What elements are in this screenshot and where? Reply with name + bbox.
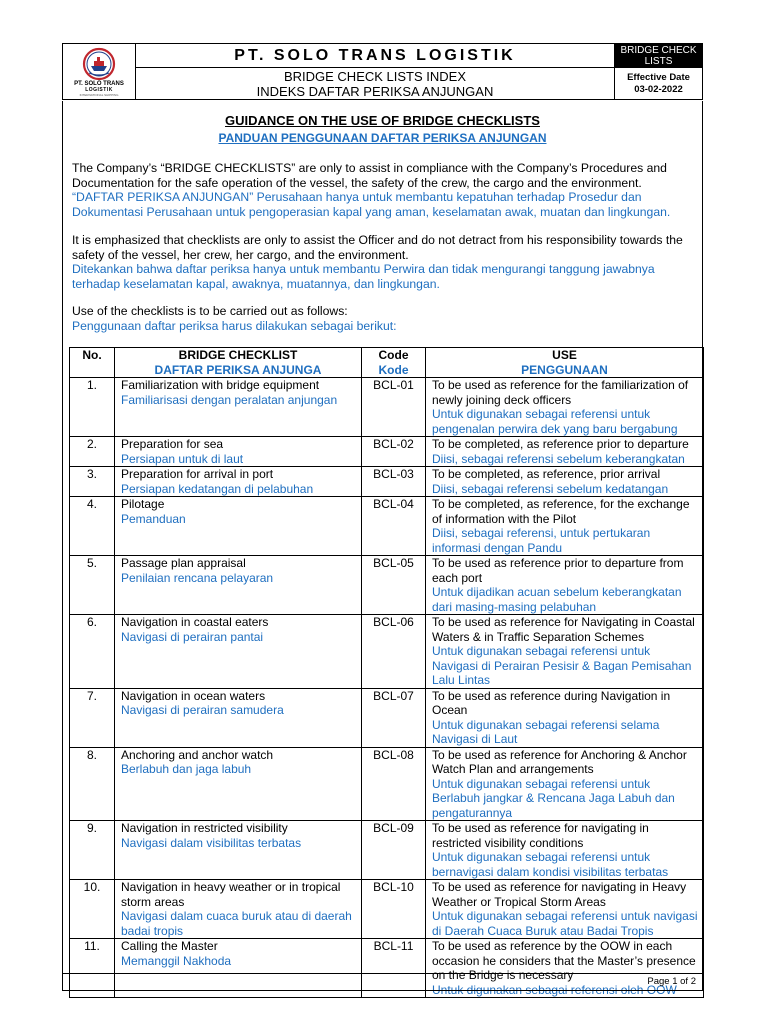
row-use-en: To be used as reference for Navigating in Coastal Waters & in Traffic Separation Schemes [432,615,695,644]
row-use-en: To be used as reference for the familiarization of newly joining deck officers [432,378,689,407]
row-no [70,497,115,556]
row-use-id: Diisi, sebagai referensi sebelum keberangkatan [432,451,685,466]
row-use-en: To be completed, as reference, for the exchange of information with the Pilot [432,497,690,526]
row-code-value: BCL-10 [373,880,414,894]
effective-date-value: 03-02-2022 [634,83,683,95]
row-checklist [115,615,362,689]
header-code-en: Code [378,348,409,362]
row-use [426,821,704,880]
table-row [70,615,704,689]
row-checklist [115,467,362,497]
row-code [362,556,426,615]
row-code-value: BCL-01 [373,378,414,392]
row-use-en: To be used as reference for navigating in Heavy Weather or Tropical Storm Areas [432,880,687,909]
row-checklist-en: Anchoring and anchor watch [121,747,274,762]
paragraph-1-id: “DAFTAR PERIKSA ANJUNGAN” Perusahaan hanya untuk membantu kepatuhan terhadap Prosedur dan Dokumentasi Perusahaan untuk pengoperasian kapal yang aman, keselamatan awak, muatan dan lingkungan. [72,190,671,219]
logo-text-logistik: LOGISTIK [85,86,113,93]
table-row [70,556,704,615]
row-code [362,378,426,437]
row-no-value: 3. [86,467,97,481]
paragraph-3 [72,304,696,333]
row-checklist-en: Preparation for arrival in port [121,467,274,481]
row-use [426,378,704,437]
row-checklist [115,437,362,467]
guidance-title: GUIDANCE ON THE USE OF BRIDGE CHECKLISTS [225,113,540,128]
row-use-en: To be used as reference for Anchoring & Anchor Watch Plan and arrangements [432,747,687,776]
paragraph-1-en: The Company’s “BRIDGE CHECKLISTS” are only to assist in compliance with the Company’s Procedures and Documentation for the safe operation of the vessel, the safety of the crew, the cargo and the environment. [72,161,667,190]
checklist-table [69,347,704,998]
row-code [362,821,426,880]
row-code [362,615,426,689]
row-checklist-id: Navigasi di perairan pantai [121,629,264,644]
effective-date-label: Effective Date [627,71,690,83]
row-checklist-id: Navigasi di perairan samudera [121,703,284,717]
row-use [426,688,704,747]
table-row [70,688,704,747]
ship-logo-icon [82,47,116,81]
row-code-value: BCL-11 [373,939,414,953]
row-use-en: To be used as reference prior to departure from each port [432,556,684,585]
row-use-en: To be used as reference by the OOW in each occasion he considers that the Master’s presence on the Bridge is necessary [432,939,696,982]
index-title [136,68,614,99]
index-title-en: BRIDGE CHECK LISTS INDEX [283,68,467,84]
row-no-value: 5. [86,556,97,570]
row-use [426,556,704,615]
row-checklist [115,556,362,615]
row-checklist-id: Penilaian rencana pelayaran [121,570,274,585]
row-use-id: Diisi, sebagai referensi sebelum kedatangan [432,481,669,496]
row-checklist-id: Familiarisasi dengan peralatan anjungan [121,392,338,407]
row-checklist-en: Navigation in coastal eaters [121,615,269,629]
row-no [70,556,115,615]
table-row [70,467,704,497]
row-code [362,747,426,821]
paragraph-3-en: Use of the checklists is to be carried out as follows: [72,304,348,318]
header-checklist-en: BRIDGE CHECKLIST [178,348,298,362]
row-code-value: BCL-05 [373,556,414,570]
table-row [70,497,704,556]
row-checklist [115,497,362,556]
header-title-cell [136,44,615,99]
row-no-value: 4. [86,497,97,511]
row-no-value: 7. [86,688,97,703]
row-checklist [115,880,362,939]
row-checklist-id: Memanggil Nakhoda [121,953,232,968]
row-use [426,747,704,821]
row-no [70,821,115,880]
row-use-id: Untuk digunakan sebagai referensi oleh OOW [432,982,677,997]
row-code-value: BCL-08 [373,747,414,762]
row-code-value: BCL-06 [373,615,414,629]
index-title-id: INDEKS DAFTAR PERIKSA ANJUNGAN [256,83,494,99]
row-use [426,615,704,689]
row-checklist-id: Pemanduan [121,511,186,526]
paragraph-1 [72,161,696,219]
table-header-row [70,348,704,378]
logo-text-company: PT. SOLO TRANS [74,80,124,87]
header-meta-cell [615,44,702,99]
paragraph-3-id: Penggunaan daftar periksa harus dilakukan sebagai berikut: [72,318,397,333]
row-no-value: 2. [86,437,97,451]
row-checklist-id: Berlabuh dan jaga labuh [121,762,252,776]
row-code-value: BCL-03 [373,467,414,481]
row-checklist [115,378,362,437]
row-no-value: 9. [86,821,97,835]
paragraph-2-en: It is emphasized that checklists are only to assist the Officer and do not detract from his responsibility towards the safety of the vessel, her crew, her cargo, and the environment. [72,233,683,262]
row-use-id: Untuk digunakan sebagai referensi untuk navigasi di Daerah Cuaca Buruk atau Badai Tropis [432,909,698,938]
table-row [70,437,704,467]
table-row [70,747,704,821]
row-code [362,497,426,556]
header-checklist-id: DAFTAR PERIKSA ANJUNGA [154,362,322,377]
table-row [70,821,704,880]
table-row [70,378,704,437]
paragraph-2 [72,233,696,291]
row-code-value: BCL-07 [373,688,414,703]
row-checklist [115,821,362,880]
row-no-value: 11. [84,939,100,953]
guidance-subtitle: PANDUAN PENGGUNAAN DAFTAR PERIKSA ANJUNGAN [218,131,547,145]
row-code-value: BCL-09 [373,821,414,835]
company-logo [63,44,136,99]
table-row [70,880,704,939]
page-footer [62,974,703,991]
row-no [70,880,115,939]
row-no-value: 10. [83,880,101,894]
row-code [362,688,426,747]
header-use-en: USE [552,348,577,362]
row-checklist-en: Preparation for sea [121,437,224,451]
row-no [70,467,115,497]
row-no [70,688,115,747]
header-code-id: Kode [378,362,409,377]
row-use-en: To be completed, as reference prior to departure [432,437,689,451]
doc-label: BRIDGE CHECK LISTS [615,44,702,68]
row-checklist-en: Navigation in restricted visibility [121,821,288,835]
row-use-id: Untuk digunakan sebagai referensi untuk Navigasi di Perairan Pesisir & Bagan Pemisahan Lalu Lintas [432,644,692,687]
row-no-value: 6. [86,615,97,629]
header-no [70,348,115,378]
row-use [426,437,704,467]
document-header [62,43,703,100]
row-use-id: Untuk digunakan sebagai referensi untuk pengenalan perwira dek yang baru bergabung [432,407,678,436]
row-use-id: Untuk digunakan sebagai referensi untuk Berlabuh jangkar & Rencana Jaga Labuh dan pengaturannya [432,776,675,820]
paragraph-2-id: Ditekankan bahwa daftar periksa hanya untuk membantu Perwira dan tidak mengurangi tanggung jawabnya terhadap keselamatan kapal, awaknya, muatannya, dan lingkungan. [72,262,655,291]
row-checklist-en: Familiarization with bridge equipment [121,378,320,392]
row-no [70,378,115,437]
header-checklist [115,348,362,378]
row-code-value: BCL-04 [373,497,414,511]
header-no-label: No. [82,348,102,362]
row-code [362,880,426,939]
row-no [70,437,115,467]
row-checklist-id: Navigasi dalam cuaca buruk atau di daerah badai tropis [121,909,352,938]
row-checklist-id: Persiapan kedatangan di pelabuhan [121,481,314,496]
row-checklist-en: Pilotage [121,497,165,511]
effective-date-block [615,68,702,99]
header-use [426,348,704,378]
row-no [70,747,115,821]
row-no-value: 8. [86,747,97,762]
row-checklist [115,688,362,747]
logo-text-tagline: INTERNATIONAL SHIPPING [79,92,119,97]
header-use-id: PENGGUNAAN [521,362,608,377]
header-code [362,348,426,378]
row-use [426,467,704,497]
row-checklist-en: Calling the Master [121,939,218,953]
row-use-id: Untuk digunakan sebagai referensi untuk bernavigasi dalam kondisi visibilitas terbatas [432,850,669,879]
row-checklist-en: Navigation in heavy weather or in tropical storm areas [121,880,341,909]
row-no [70,615,115,689]
row-use-id: Untuk digunakan sebagai referensi selama Navigasi di Laut [432,717,660,746]
row-use-en: To be completed, as reference, prior arrival [432,467,661,481]
row-use-en: To be used as reference for navigating in restricted visibility conditions [432,821,649,850]
row-checklist-id: Persiapan untuk di laut [121,451,244,466]
row-checklist-id: Navigasi dalam visibilitas terbatas [121,835,302,850]
row-use-id: Diisi, sebagai referensi, untuk pertukaran informasi dengan Pandu [432,526,651,555]
row-code-value: BCL-02 [373,437,414,451]
row-no-value: 1. [86,378,97,392]
page-number: Page 1 of 2 [647,976,696,987]
row-checklist-en: Navigation in ocean waters [121,688,266,703]
row-code [362,467,426,497]
row-use-en: To be used as reference during Navigation in Ocean [432,688,671,717]
company-name: PT. SOLO TRANS LOGISTIK [136,44,614,68]
row-checklist [115,747,362,821]
row-use-id: Untuk dijadikan acuan sebelum keberangkatan dari masing-masing pelabuhan [432,585,682,614]
row-checklist-en: Passage plan appraisal [121,556,246,570]
row-use [426,497,704,556]
row-use [426,880,704,939]
row-code [362,437,426,467]
